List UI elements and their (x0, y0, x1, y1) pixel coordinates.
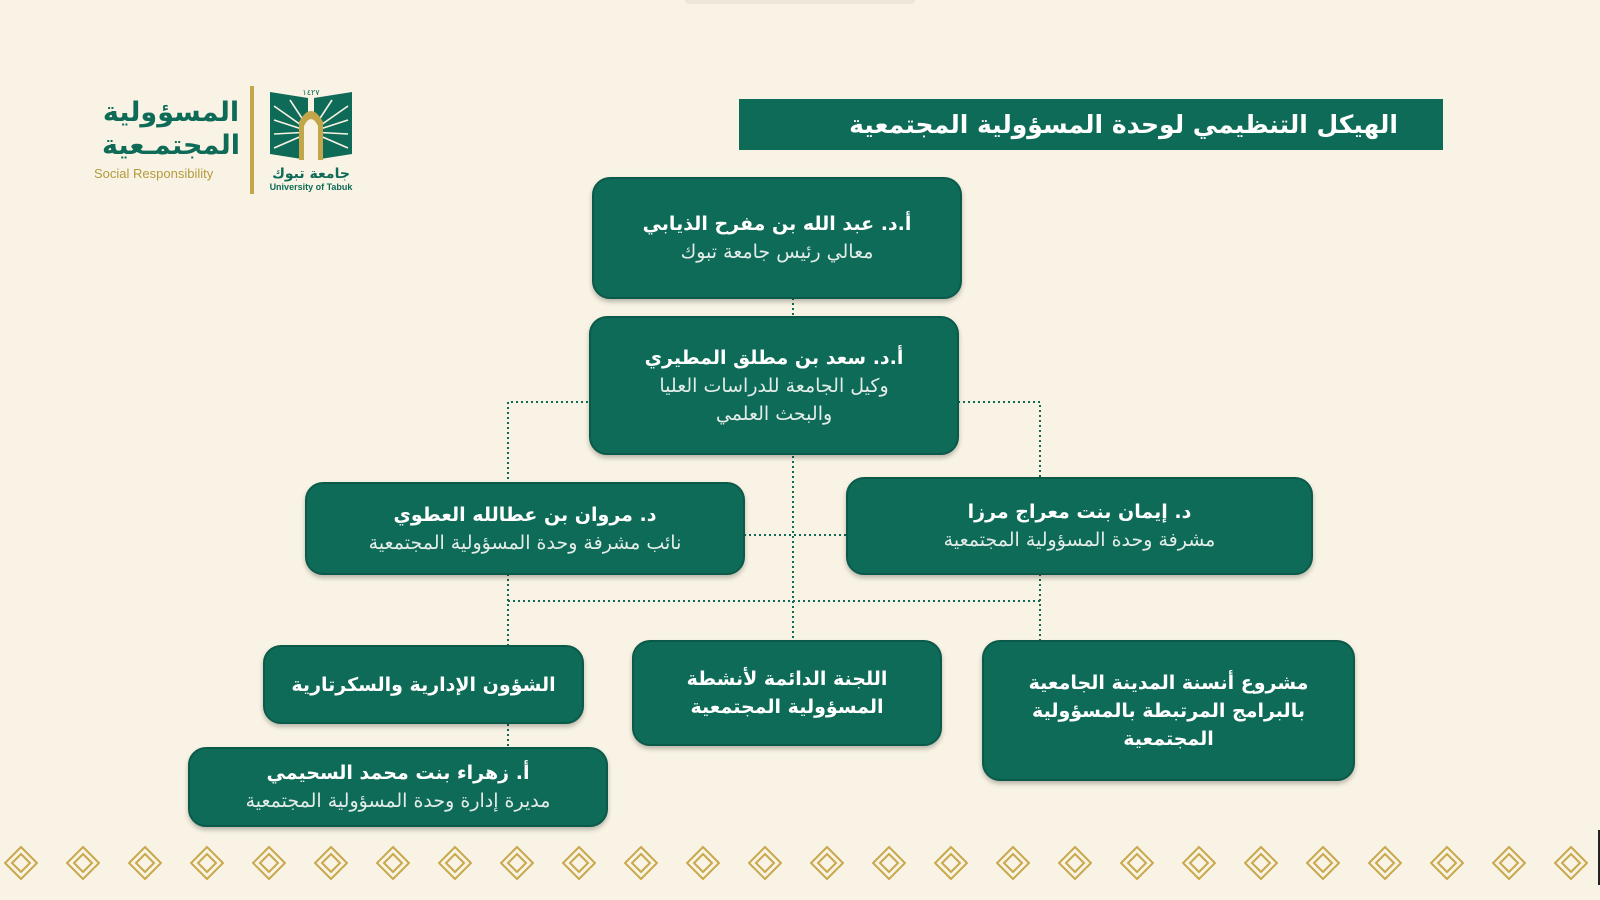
admin-affairs-label: الشؤون الإدارية والسكرتارية (291, 673, 556, 696)
diamond-ornament (314, 846, 348, 880)
node-president (592, 177, 962, 299)
diamond-ornament (128, 846, 162, 880)
president-name: أ.د. عبد الله بن مفرح الذيابي (642, 213, 912, 235)
diamond-ornament (872, 846, 906, 880)
node-deputy-supervisor (305, 482, 745, 575)
node-admin-director (188, 747, 608, 827)
node-standing-committee (632, 640, 942, 746)
diamond-ornament (1182, 846, 1216, 880)
diamond-ornament (686, 846, 720, 880)
node-supervisor (846, 477, 1313, 575)
node-vice-president (589, 316, 959, 455)
diamond-ornament (562, 846, 596, 880)
diamond-ornament (376, 846, 410, 880)
diamond-ornament (1120, 846, 1154, 880)
committee-line2: المسؤولية المجتمعية (690, 696, 884, 718)
connector-vp-deputy (508, 402, 588, 482)
emblem-year: ١٤٢٧ (302, 88, 320, 97)
diamond-ornament (66, 846, 100, 880)
supervisor-role: مشرفة وحدة المسؤولية المجتمعية (943, 529, 1216, 551)
deputy-role: نائب مشرفة وحدة المسؤولية المجتمعية (368, 531, 682, 554)
project-line2: بالبرامج المرتبطة بالمسؤولية (1032, 699, 1305, 722)
diamond-ornament (1492, 846, 1526, 880)
vp-name: أ.د. سعد بن مطلق المطيري (644, 346, 904, 369)
president-role: معالي رئيس جامعة تبوك (680, 241, 874, 263)
diamond-ornament (1058, 846, 1092, 880)
diamond-ornament (1306, 846, 1340, 880)
deputy-name: د. مروان بن عطالله العطوي (393, 503, 657, 526)
diamond-ornament (252, 846, 286, 880)
connector-vp-supervisor (958, 402, 1040, 478)
university-name-english: University of Tabuk (269, 182, 353, 192)
diamond-ornament (1430, 846, 1464, 880)
diamond-ornament (4, 846, 38, 880)
diamond-ornament (1244, 846, 1278, 880)
diamond-ornament (190, 846, 224, 880)
diamond-ornament (438, 846, 472, 880)
diamond-ornament (1554, 846, 1588, 880)
diamond-ornament (996, 846, 1030, 880)
university-name-arabic: جامعة تبوك (272, 166, 350, 182)
diamond-ornament (810, 846, 844, 880)
unit-wordmark-line1: المسؤولية (102, 97, 240, 128)
project-line3: المجتمعية (1123, 727, 1214, 750)
unit-wordmark-english: Social Responsibility (94, 166, 214, 181)
page-title: الهيكل التنظيمي لوحدة المسؤولية المجتمعية (739, 99, 1443, 150)
project-line1: مشروع أنسنة المدينة الجامعية (1028, 671, 1309, 694)
node-admin-affairs (263, 645, 584, 724)
unit-wordmark-line2: المجتمـعية (102, 130, 240, 161)
diamond-ornament (624, 846, 658, 880)
committee-line1: اللجنة الدائمة لأنشطة (686, 668, 888, 690)
admin-director-name: أ. زهراء بنت محمد السحيمي (266, 762, 530, 784)
diamond-ornament (500, 846, 534, 880)
diamond-ornament (934, 846, 968, 880)
diamond-ornament (1368, 846, 1402, 880)
diamond-ornament-border (0, 846, 1600, 886)
vp-role-line1: وكيل الجامعة للدراسات العليا (659, 374, 889, 397)
diamond-ornament (748, 846, 782, 880)
admin-director-role: مديرة إدارة وحدة المسؤولية المجتمعية (245, 790, 551, 812)
supervisor-name: د. إيمان بنت معراج مرزا (967, 501, 1192, 523)
node-humanization-project (982, 640, 1355, 781)
vp-role-line2: والبحث العلمي (715, 402, 833, 425)
